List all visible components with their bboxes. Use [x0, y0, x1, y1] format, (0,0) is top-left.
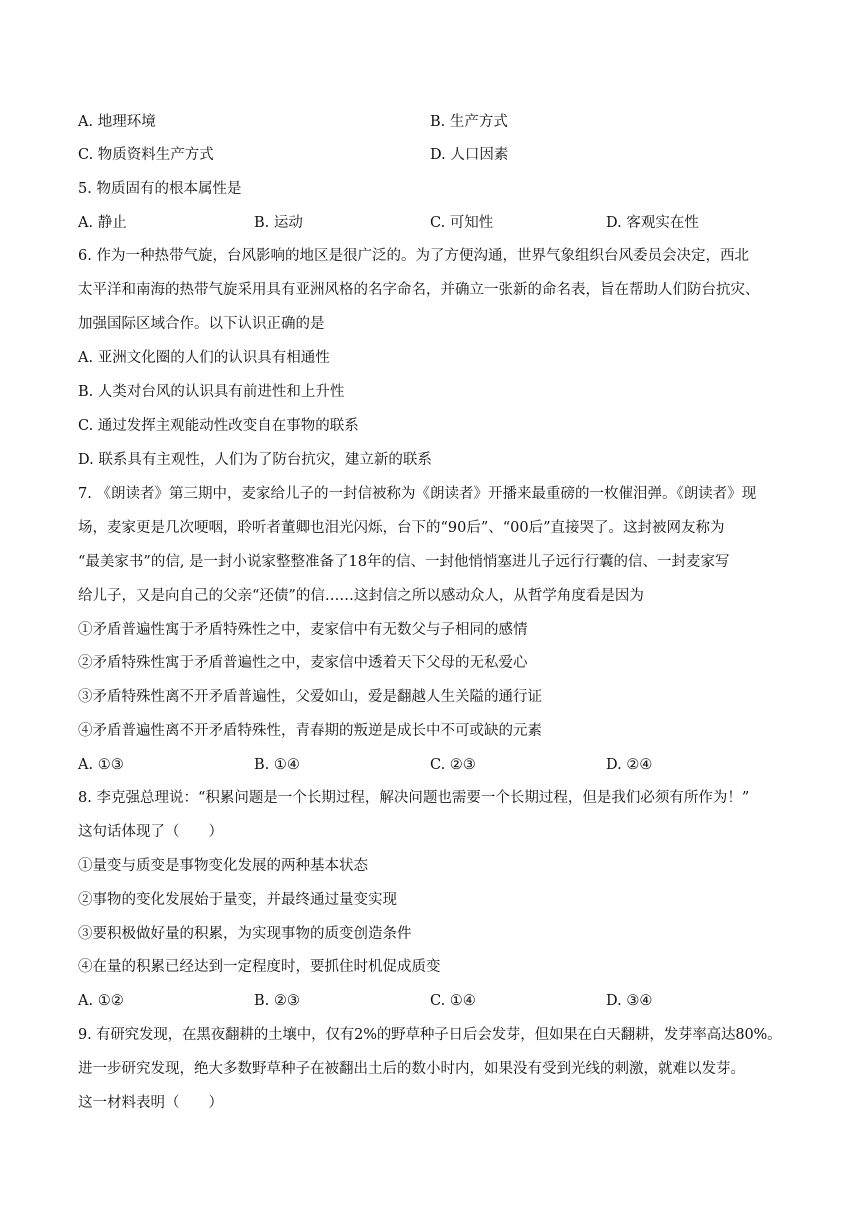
q9-stem-line-3: 这一材料表明（ ）	[78, 1095, 223, 1111]
q6-stem-line-3: 加强国际区域合作。以下认识正确的是	[78, 316, 325, 332]
q6-stem-line-1: 6. 作为一种热带气旋，台风影响的地区是很广泛的。为了方便沟通，世界气象组织台风委员会决定，西北	[78, 248, 749, 264]
q7-statement-2: ②矛盾特殊性寓于矛盾普遍性之中，麦家信中透着天下父母的无私爱心	[78, 655, 528, 671]
q7-stem-line-3: “最美家书”的信, 是一封小说家整整准备了18年的信、一封他悄悄塞进儿子远行行囊的信、一封麦家写	[78, 554, 730, 570]
q8-statement-2: ②事物的变化发展始于量变，并最终通过量变实现	[78, 892, 397, 908]
q7-stem-line-1: 7. 《朗读者》第三期中，麦家给儿子的一封信被称为《朗读者》开播来最重磅的一枚催泪弹。《朗读者》现	[78, 486, 757, 502]
q7-statement-1: ①矛盾普遍性寓于矛盾特殊性之中，麦家信中有无数父与子相同的感情	[78, 622, 528, 638]
q4-option-d: D. 人口因素	[430, 147, 509, 163]
q6-option-b: B. 人类对台风的认识具有前进性和上升性	[78, 384, 345, 400]
q9-stem-line-1: 9. 有研究发现，在黑夜翻耕的土壤中，仅有2%的野草种子日后会发芽，但如果在白天翻耕，发芽率高达80%。	[78, 1027, 782, 1043]
q7-option-a: A. ①③	[78, 757, 124, 773]
q8-option-a: A. ①②	[78, 993, 124, 1009]
q5-option-c: C. 可知性	[430, 215, 494, 231]
q8-statement-1: ①量变与质变是事物变化发展的两种基本状态	[78, 858, 368, 874]
q4-option-c: C. 物质资料生产方式	[78, 147, 214, 163]
q7-option-d: D. ②④	[606, 757, 653, 773]
q7-statement-4: ④矛盾普遍性离不开矛盾特殊性，青春期的叛逆是成长中不可或缺的元素	[78, 723, 542, 739]
q5-option-d: D. 客观实在性	[606, 215, 699, 231]
q5-stem: 5. 物质固有的根本属性是	[78, 181, 242, 197]
q6-option-d: D. 联系具有主观性，人们为了防台抗灾，建立新的联系	[78, 452, 432, 468]
q7-option-b: B. ①④	[254, 757, 300, 773]
q8-option-c: C. ①④	[430, 993, 476, 1009]
q4-option-a: A. 地理环境	[78, 114, 156, 130]
q4-option-b: B. 生产方式	[430, 114, 508, 130]
q7-stem-line-4: 给儿子，又是向自己的父亲“还债”的信……这封信之所以感动众人，从哲学角度看是因为	[78, 588, 644, 604]
q8-stem-line-1: 8. 李克强总理说：“积累问题是一个长期过程，解决问题也需要一个长期过程，但是我们必须有所作为！”	[78, 790, 750, 806]
q6-option-a: A. 亚洲文化圈的人们的认识具有相通性	[78, 350, 330, 366]
q7-option-c: C. ②③	[430, 757, 476, 773]
q8-option-b: B. ②③	[254, 993, 300, 1009]
q8-option-d: D. ③④	[606, 993, 653, 1009]
q8-statement-3: ③要积极做好量的积累，为实现事物的质变创造条件	[78, 926, 412, 942]
q8-stem-line-2: 这句话体现了（ ）	[78, 824, 223, 840]
q7-statement-3: ③矛盾特殊性离不开矛盾普遍性，父爱如山，爱是翻越人生关隘的通行证	[78, 689, 542, 705]
q5-option-a: A. 静止	[78, 215, 127, 231]
exam-page	[78, 0, 782, 1216]
q6-stem-line-2: 太平洋和南海的热带气旋采用具有亚洲风格的名字命名，并确立一张新的命名表，旨在帮助人们防台抗灾、	[78, 282, 760, 298]
q6-option-c: C. 通过发挥主观能动性改变自在事物的联系	[78, 418, 359, 434]
q7-stem-line-2: 场，麦家更是几次哽咽，聆听者董卿也泪光闪烁，台下的“90后”、“00后”直接哭了。这封被网友称为	[78, 520, 725, 536]
q9-stem-line-2: 进一步研究发现，绝大多数野草种子在被翻出土后的数小时内，如果没有受到光线的刺激，就难以发芽。	[78, 1061, 745, 1077]
q5-option-b: B. 运动	[254, 215, 303, 231]
q8-statement-4: ④在量的积累已经达到一定程度时，要抓住时机促成质变	[78, 959, 441, 975]
